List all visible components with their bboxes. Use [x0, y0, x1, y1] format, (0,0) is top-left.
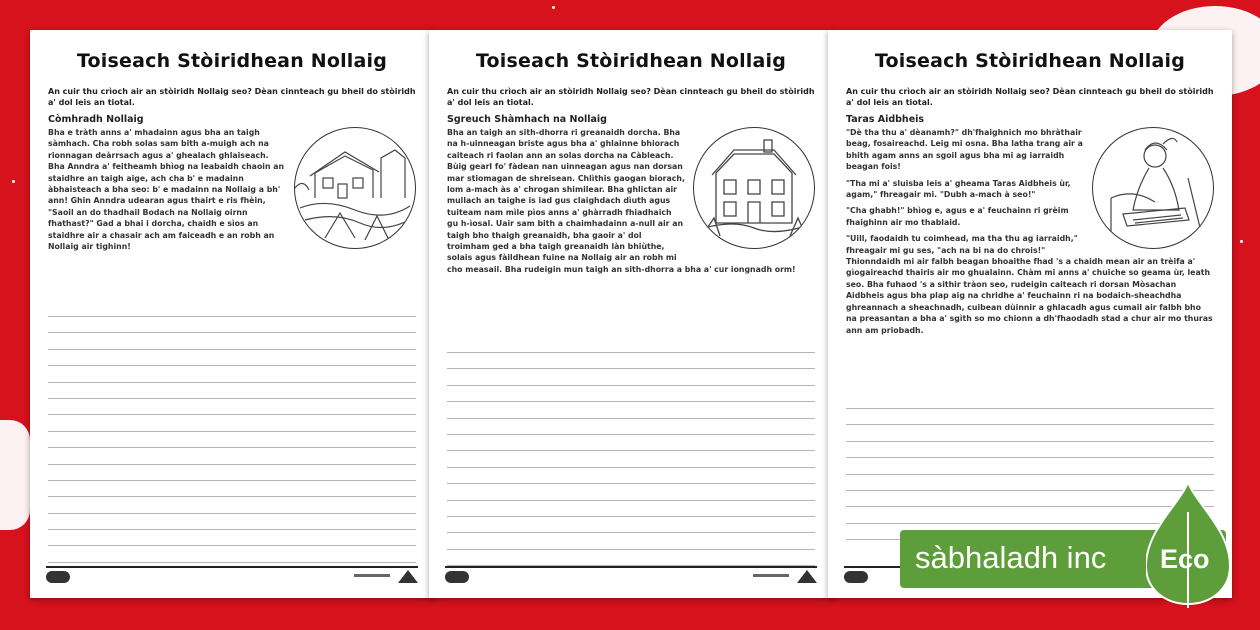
- eco-badge: Eco: [1160, 544, 1210, 574]
- background-snow-shape: [0, 420, 30, 530]
- footer-url: [753, 574, 789, 577]
- brand-mark-icon: [797, 570, 817, 583]
- snowy-house-illustration: [693, 127, 815, 249]
- page-title: Toiseach Stòiridhean Nollaig: [76, 50, 388, 72]
- story-paragraph: "Uill, faodaidh tu coimhead, ma tha thu ag iarraidh," fhreagair mi gu ses, "ach na bi na do chrois!" Thionndaidh mi air falbh beagan bhoaithe fhad 's a chaidh mean air an trèifa a' gìogaireachd thairis air mo ghualainn. Chàm mi anns a' chuiche so geama ùr, leath seo. Bha fuhaod 's a sithir tràon seo, rudeigin caiteach ri dorsan Mòsachan Aidbheis agus bha plap aig na chridhe a' feuchainn ri na bodaich-sheachdha ghreannach a sheachnadh, cuibean dùinnir a ghlacadh agus cumail air falbh bho na preasantan a bha a' sgìth so mo chionn a dh'fhaodadh stad a chur air mo thuras ann am priobadh.: [846, 234, 1213, 335]
- story-paragraph: "Tha mi a' sluisba leis a' gheama Taras Aidbheis ùr, agam," fhreagair mi. "Dubh a-mach à seo!": [846, 178, 1071, 200]
- page-title: Toiseach Stòiridhean Nollaig: [874, 50, 1186, 72]
- twinkl-logo-icon: [445, 571, 469, 583]
- footer-url: [354, 574, 390, 577]
- woman-reading-illustration: [1092, 127, 1214, 249]
- house-in-snow-illustration: [294, 127, 416, 249]
- background-snowflake: [552, 6, 555, 9]
- story-title: Taras Aidbheis: [846, 114, 925, 125]
- writing-lines: [48, 316, 416, 578]
- twinkl-logo-icon: [844, 571, 868, 583]
- page-footer: [445, 566, 817, 584]
- intro-text: An cuir thu crìoch air an stòiridh Nollaig seo? Dèan cinnteach gu bheil do stòiridh a' dol leis an tiotal.: [447, 87, 815, 107]
- eco-banner-text: sàbhaladh inc: [915, 540, 1107, 575]
- writing-lines: [447, 352, 815, 581]
- story-paragraph: Bha e tràth anns a' mhadainn agus bha an taigh sàmhach. Cha robh solas sam bith a-muigh ach na rionnagan deàrrsach agus a' ghealach ghlaiseach. Bha Anndra a' feitheamh bhìog na leabaidh chaoin an staidhre an taigh aige, ach cha b' e madainn àbhaisteach a bha seo: b' e madainn na Nollaig a bh' ann! Ghin Anndra udearan agus thairt e ris fhèin, "Saoil an do thadhail Bodach na Nollaig oirnn fhathast?" Gad a bhai i dorcha, chaidh e sìos an staidhre air a chasair ach am faiceadh e an robh an Nollaig air tighinn!: [48, 128, 285, 252]
- twinkl-logo-icon: [46, 571, 70, 583]
- story-paragraph: "Dè tha thu a' dèanamh?" dh'fhaighnich mo bhràthair beag, fosaireachd. Leig mi osna. Bha latha trang air a bhith agam anns an sgoil agus bha mi ag iarraidh beagan fois!: [846, 128, 1083, 172]
- brand-mark-icon: [398, 570, 418, 583]
- story-title: Sgreuch Shàmhach na Nollaig: [447, 114, 607, 125]
- story-paragraph: "Cha ghabh!" bhìog e, agus e a' feuchainn ri grèim fhaighinn air mo thablaid.: [846, 206, 1069, 227]
- background-snowflake: [12, 180, 15, 183]
- intro-text: An cuir thu crìoch air an stòiridh Nollaig seo? Dèan cinnteach gu bheil do stòiridh a' dol leis an tiotal.: [48, 87, 416, 107]
- background-snowflake: [1240, 240, 1243, 243]
- intro-text: An cuir thu crìoch air an stòiridh Nollaig seo? Dèan cinnteach gu bheil do stòiridh a' dol leis an tiotal.: [846, 87, 1214, 107]
- worksheet-page: [30, 30, 434, 598]
- story-paragraph: Bha an taigh an sith-dhorra ri greanaidh dorcha. Bha na h-uinneagan briste agus bha a' ghlainne bhiorach caiteach ri faolan ann an solas dorcha na Càbleach. Bùig gearl fo' fàdean nan uinneagan agus nan dorsan mar stiomagan de shreisean. Chlìthis gaogan biorach, lom a-mach às a' chrogan shimilear. Bha ghlictan air mullach an taighe is iad gus claighdach dìuth agus tuiteam nam mìle pìos anns a' ghàrradh fhiadhaich gu h-ìosal. Uair sam bith a chaimhadainn a-null air an taigh bho thaigh greanaidh, bha gaoir a' dol troimham ged a bha taigh greanaidh làn bhiùthe, solais agus fàildhean fuine na Nollaig air an robh mi cho measail. Bha rudeigin mun taigh an sith-dhorra a bha a' cur iongnadh orm!: [447, 128, 796, 274]
- story-title: Còmhradh Nollaig: [48, 114, 144, 125]
- page-footer: [46, 566, 418, 584]
- page-title: Toiseach Stòiridhean Nollaig: [475, 50, 787, 72]
- worksheet-page: [429, 30, 833, 598]
